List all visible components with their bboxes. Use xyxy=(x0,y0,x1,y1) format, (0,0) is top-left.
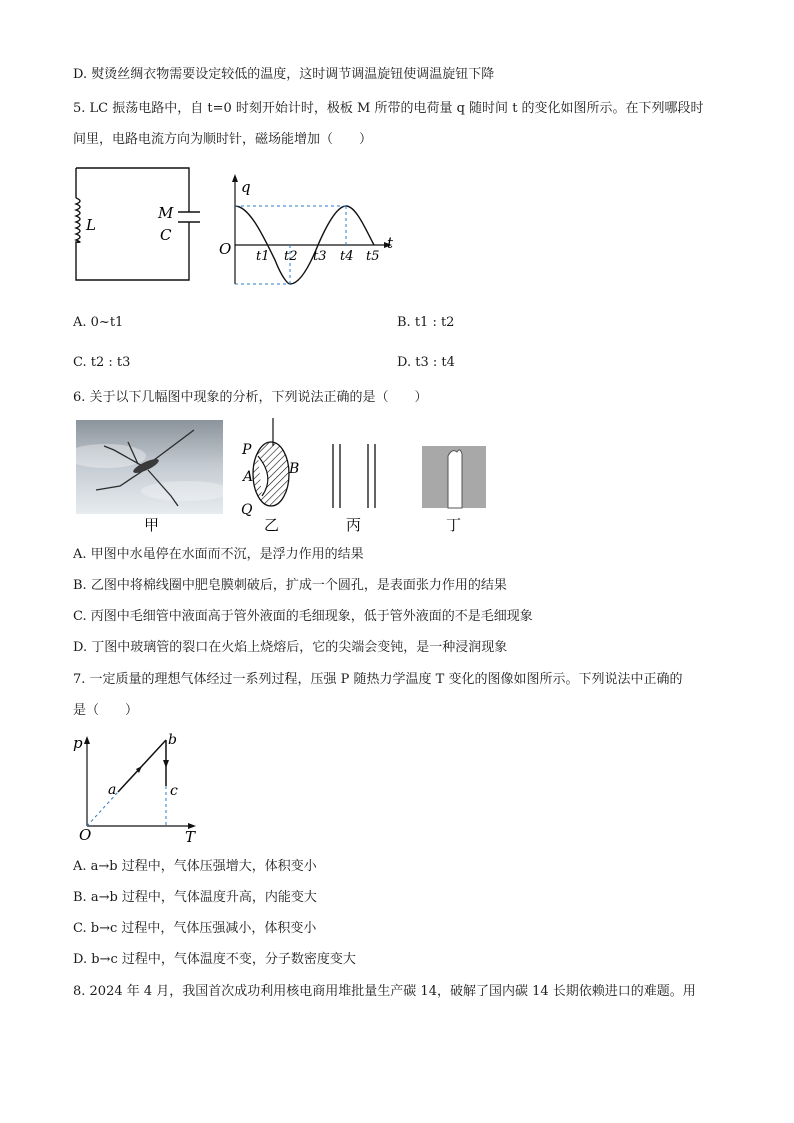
q8-stem-line1: 8. 2024 年 4 月，我国首次成功利用核电商用堆批量生产碳 14，破解了国内碳 14 长期依赖进口的难题。用 xyxy=(73,984,696,999)
q5-option-c[interactable]: C. t2 : t3 xyxy=(73,355,131,370)
origin-label: O xyxy=(219,240,232,258)
tick-t4: t4 xyxy=(340,249,354,264)
q7-stem-line1: 7. 一定质量的理想气体经过一系列过程，压强 P 随热力学温度 T 变化的图像如图所示。下列说法中正确的 xyxy=(73,672,683,687)
q6-stem: 6. 关于以下几幅图中现象的分析，下列说法正确的是（ ） xyxy=(73,390,428,405)
y-axis-arrow-icon xyxy=(232,174,238,182)
tick-t5: t5 xyxy=(366,249,380,264)
label-b: B xyxy=(289,461,300,477)
q-axis-label: q xyxy=(241,178,251,196)
tick-t1: t1 xyxy=(256,249,270,264)
point-b-label: b xyxy=(168,732,177,748)
q5-stem-line2: 间里，电路电流方向为顺时针，磁场能增加（ ） xyxy=(73,132,373,147)
q6-option-c[interactable]: C. 丙图中毛细管中液面高于管外液面的毛细现象，低于管外液面的不是毛细现象 xyxy=(73,609,533,624)
q6-figure xyxy=(76,416,496,540)
q4-option-d: D. 熨烫丝绸衣物需要设定较低的温度，这时调节调温旋钮使调温旋钮下降 xyxy=(73,67,495,82)
q5-option-b[interactable]: B. t1 : t2 xyxy=(397,315,455,330)
q5-stem-line1: 5. LC 振荡电路中，自 t=0 时刻开始计时，极板 M 所带的电荷量 q 随时间 t 的变化如图所示。在下列哪段时 xyxy=(73,101,704,116)
p-axis-label: p xyxy=(73,734,83,752)
inductor-label: L xyxy=(86,216,96,234)
q6-option-d[interactable]: D. 丁图中玻璃管的裂口在火焰上烧熔后，它的尖端会变钝，是一种浸润现象 xyxy=(73,640,508,655)
tick-t2: t2 xyxy=(284,249,298,264)
capillary-tubes xyxy=(333,444,375,508)
tick-t3: t3 xyxy=(313,249,327,264)
caption-jia: 甲 xyxy=(144,516,160,534)
q7-figure xyxy=(70,728,210,850)
t-axis-label: t xyxy=(387,234,394,252)
q5-figure xyxy=(60,160,400,295)
q7-option-c[interactable]: C. b→c 过程中，气体压强减小，体积变小 xyxy=(73,921,317,936)
label-p: P xyxy=(242,442,252,458)
capacitor-label: C xyxy=(160,226,172,244)
plate-m-label: M xyxy=(158,204,174,222)
q7-option-d[interactable]: D. b→c 过程中，气体温度不变，分子数密度变大 xyxy=(73,952,356,967)
q5-option-d[interactable]: D. t3 : t4 xyxy=(397,355,455,370)
q7-option-b[interactable]: B. a→b 过程中，气体温度升高，内能变大 xyxy=(73,890,317,905)
q6-option-b[interactable]: B. 乙图中将棉线圈中肥皂膜刺破后，扩成一个圆孔，是表面张力作用的结果 xyxy=(73,578,507,593)
q7-option-a[interactable]: A. a→b 过程中，气体压强增大，体积变小 xyxy=(73,859,317,874)
caption-bing: 丙 xyxy=(346,516,362,534)
label-a: A xyxy=(243,469,254,485)
q5-option-a[interactable]: A. 0~t1 xyxy=(73,315,124,330)
q-t-graph xyxy=(232,174,392,284)
water-strider-photo xyxy=(76,420,231,514)
origin-o-label: O xyxy=(79,826,92,844)
caption-ding: 丁 xyxy=(446,516,462,534)
q7-stem-line2: 是（ ） xyxy=(73,703,139,718)
point-c-label: c xyxy=(170,783,178,799)
inductor-icon xyxy=(76,198,80,248)
q6-option-a[interactable]: A. 甲图中水黾停在水面而不沉，是浮力作用的结果 xyxy=(73,547,364,562)
caption-yi: 乙 xyxy=(264,516,280,534)
p-axis-arrow-icon xyxy=(84,736,90,744)
label-q: Q xyxy=(241,502,253,518)
T-axis-label: T xyxy=(185,828,196,846)
p-t-graph xyxy=(84,736,196,829)
glass-tube-photo xyxy=(422,446,486,508)
point-a-label: a xyxy=(108,782,117,798)
b-to-c-arrow-icon xyxy=(163,760,169,768)
soap-film-ring xyxy=(253,418,289,506)
